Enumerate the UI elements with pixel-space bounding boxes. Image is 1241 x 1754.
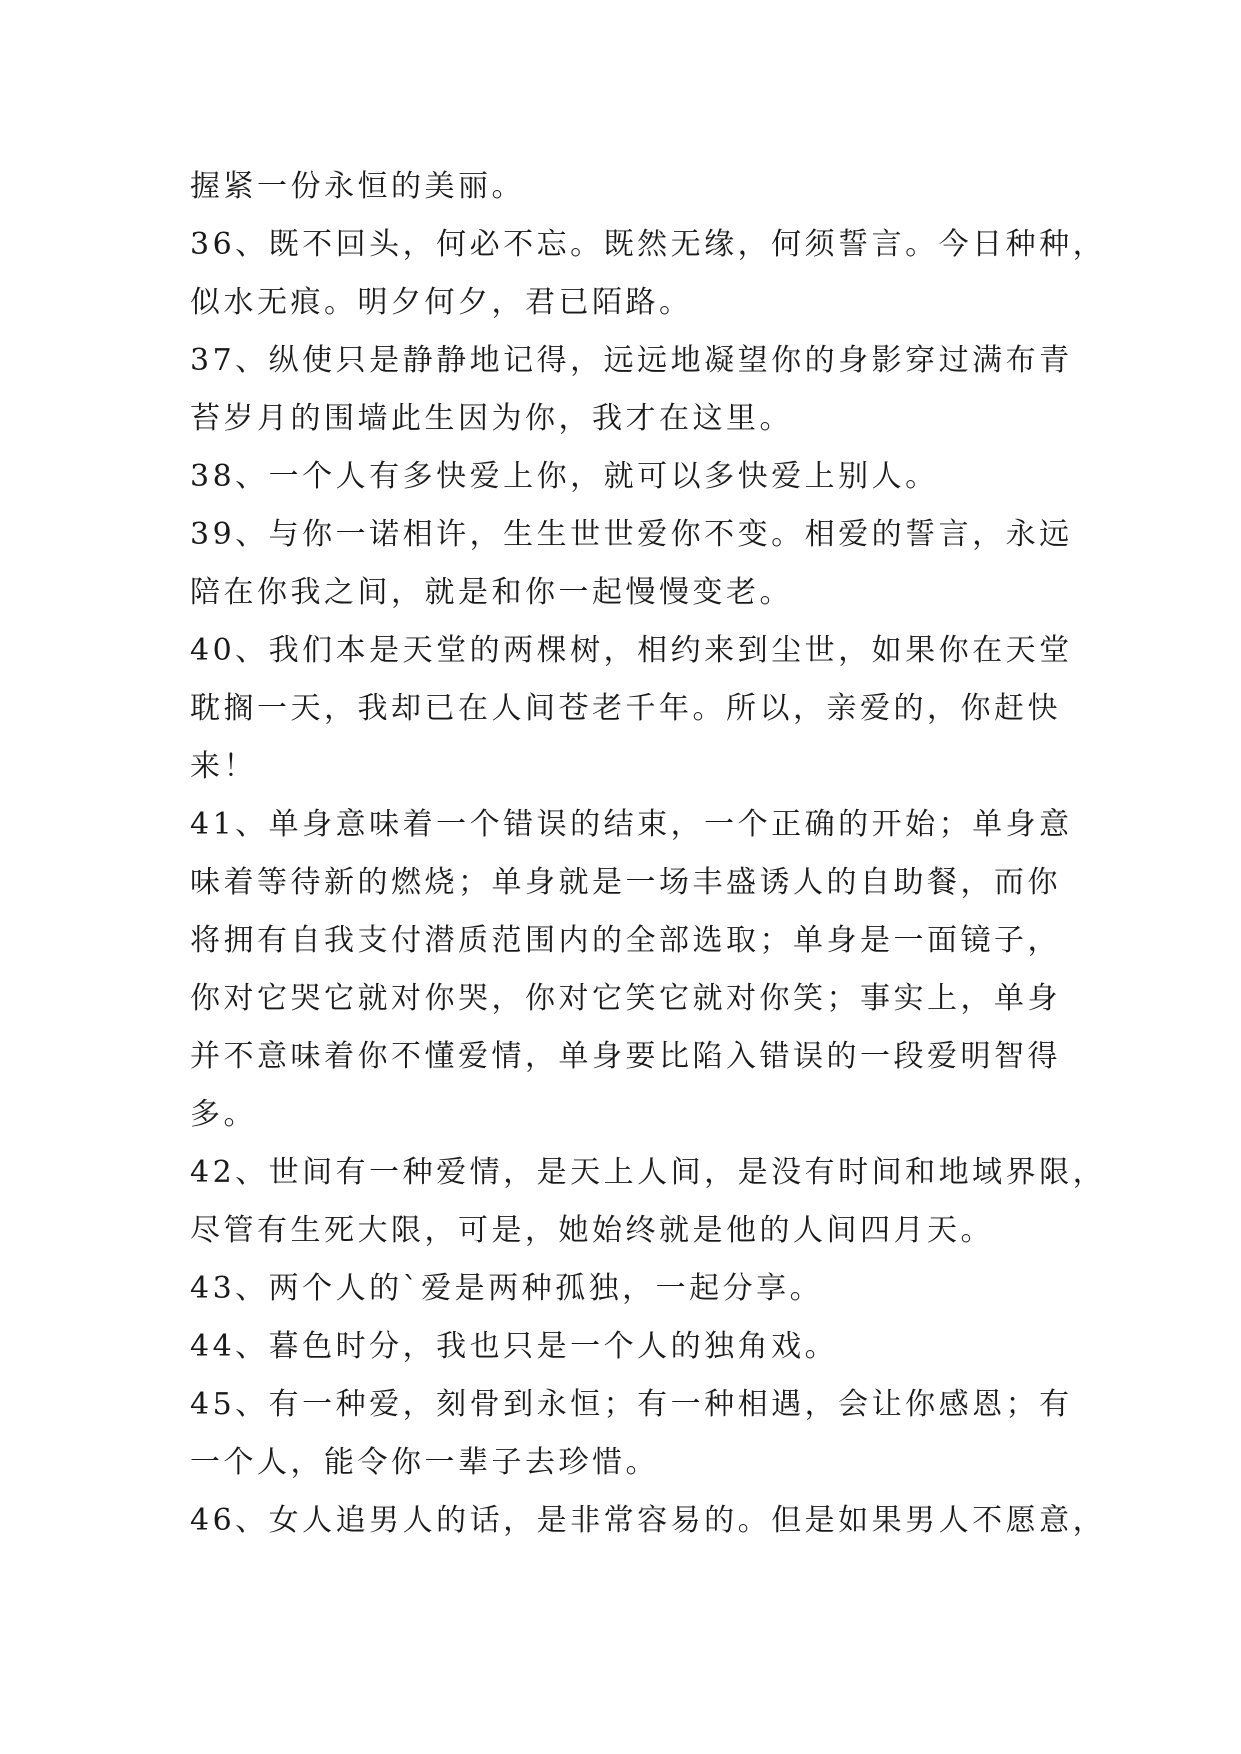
text-line: 40、我们本是天堂的两棵树，相约来到尘世，如果你在天堂 (190, 633, 1073, 668)
document-body (190, 158, 1107, 1550)
text-line: 来！ (190, 749, 257, 784)
text-line: 38、一个人有多快爱上你，就可以多快爱上别人。 (190, 459, 939, 494)
text-line: 42、世间有一种爱情，是天上人间，是没有时间和地域界限， (190, 1155, 1107, 1190)
text-line: 44、暮色时分，我也只是一个人的独角戏。 (190, 1329, 839, 1364)
text-line: 似水无痕。明夕何夕，君已陌路。 (190, 285, 693, 320)
text-line: 39、与你一诺相许，生生世世爱你不变。相爱的誓言，永远 (190, 517, 1073, 552)
text-line: 并不意味着你不懂爱情，单身要比陷入错误的一段爱明智得 (190, 1039, 1061, 1074)
text-line: 将拥有自我支付潜质范围内的全部选取；单身是一面镜子， (190, 923, 1061, 958)
text-line: 多。 (190, 1097, 257, 1132)
text-line: 握紧一份永恒的美丽。 (190, 169, 525, 204)
text-line: 你对它哭它就对你哭，你对它笑它就对你笑；事实上，单身 (190, 981, 1061, 1016)
text-line: 一个人，能令你一辈子去珍惜。 (190, 1445, 659, 1480)
text-line: 陪在你我之间，就是和你一起慢慢变老。 (190, 575, 793, 610)
text-line: 41、单身意味着一个错误的结束，一个正确的开始；单身意 (190, 807, 1073, 842)
text-line: 45、有一种爱，刻骨到永恒；有一种相遇，会让你感恩；有 (190, 1387, 1073, 1422)
text-line: 37、纵使只是静静地记得，远远地凝望你的身影穿过满布青 (190, 343, 1073, 378)
text-line: 36、既不回头，何必不忘。既然无缘，何须誓言。今日种种， (190, 227, 1107, 262)
text-line: 43、两个人的`爱是两种孤独，一起分享。 (190, 1271, 824, 1306)
text-line: 46、女人追男人的话，是非常容易的。但是如果男人不愿意， (190, 1503, 1107, 1538)
text-line: 味着等待新的燃烧；单身就是一场丰盛诱人的自助餐，而你 (190, 865, 1061, 900)
text-line: 苔岁月的围墙此生因为你，我才在这里。 (190, 401, 793, 436)
text-line: 耽搁一天，我却已在人间苍老千年。所以，亲爱的，你赶快 (190, 691, 1061, 726)
text-line: 尽管有生死大限，可是，她始终就是他的人间四月天。 (190, 1213, 994, 1248)
